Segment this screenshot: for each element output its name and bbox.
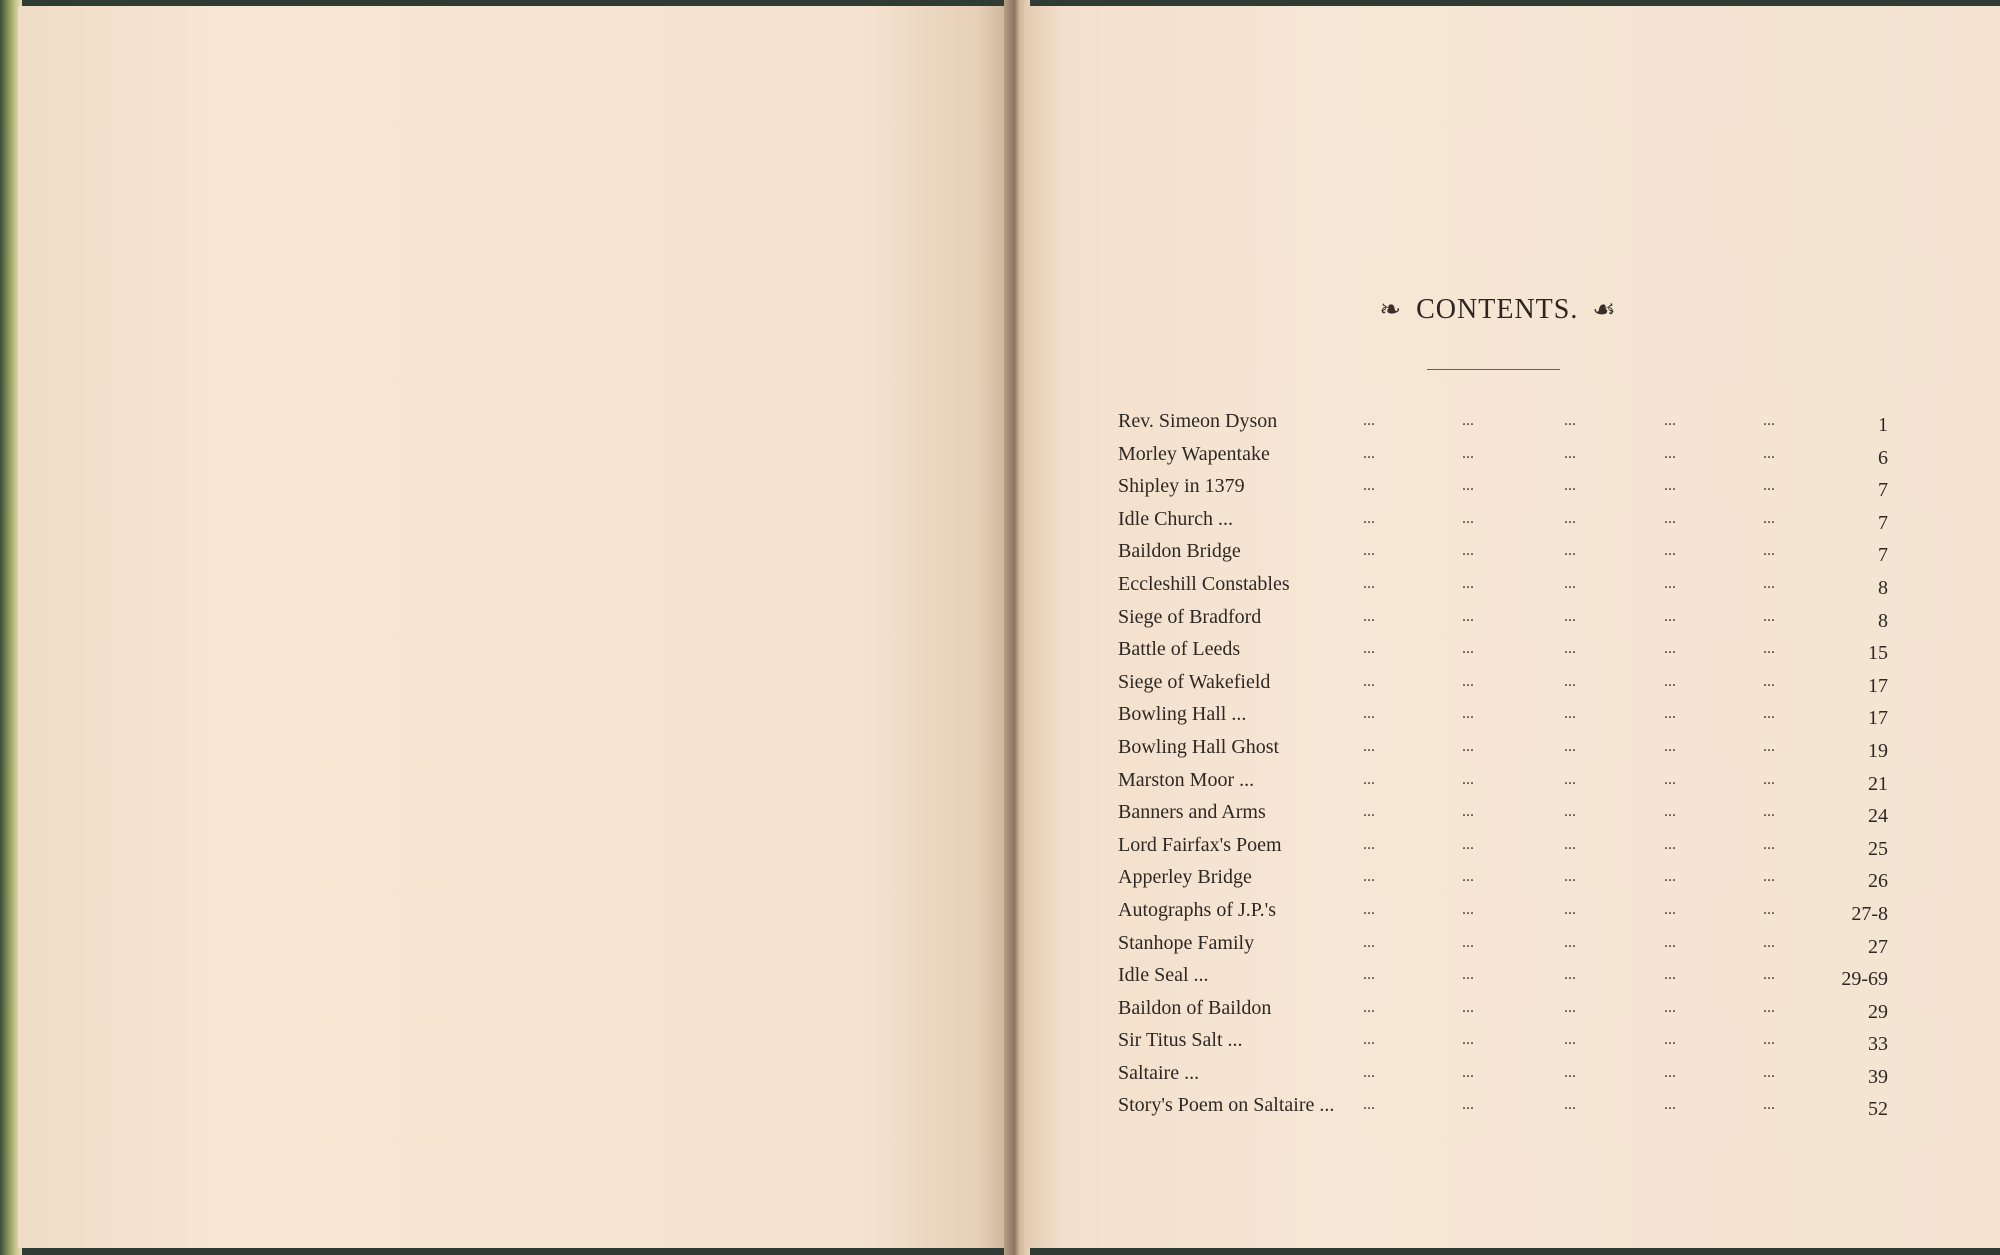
entry-title: Bowling Hall ... xyxy=(1118,703,1247,726)
dot-leader: ... xyxy=(1664,737,1676,755)
contents-entry xyxy=(1118,536,1888,569)
dot-leader: ... xyxy=(1462,1096,1474,1114)
dot-leader: ... xyxy=(1363,966,1375,984)
dot-leader: ... xyxy=(1564,477,1576,495)
entry-page-number: 8 xyxy=(1878,576,1888,599)
dot-leader: ... xyxy=(1363,998,1375,1016)
entry-title: Morley Wapentake xyxy=(1118,442,1270,465)
entry-page-number: 8 xyxy=(1878,609,1888,632)
contents-entry xyxy=(1118,797,1888,830)
dot-leader: ... xyxy=(1664,672,1676,690)
dot-leader: ... xyxy=(1763,672,1775,690)
dot-leader: ... xyxy=(1564,803,1576,821)
contents-list xyxy=(1118,406,1888,1123)
dot-leader: ... xyxy=(1363,542,1375,560)
contents-entry xyxy=(1118,1058,1888,1091)
entry-page-number: 15 xyxy=(1868,642,1888,665)
dot-leader: ... xyxy=(1564,444,1576,462)
dot-leader: ... xyxy=(1564,509,1576,527)
entry-title: Lord Fairfax's Poem xyxy=(1118,833,1282,856)
contents-entry xyxy=(1118,928,1888,961)
dot-leader: ... xyxy=(1462,998,1474,1016)
entry-page-number: 27-8 xyxy=(1851,902,1888,925)
dot-leader: ... xyxy=(1462,933,1474,951)
entry-title: Eccleshill Constables xyxy=(1118,572,1290,595)
dot-leader: ... xyxy=(1664,1096,1676,1114)
dot-leader: ... xyxy=(1763,998,1775,1016)
dot-leader: ... xyxy=(1564,900,1576,918)
dot-leader: ... xyxy=(1664,574,1676,592)
entry-title: Rev. Simeon Dyson xyxy=(1118,410,1278,432)
dot-leader: ... xyxy=(1363,640,1375,658)
entry-page-number: 21 xyxy=(1868,772,1888,795)
dot-leader: ... xyxy=(1462,672,1474,690)
entry-title: Siege of Bradford xyxy=(1118,605,1262,628)
contents-entry xyxy=(1118,732,1888,765)
dot-leader: ... xyxy=(1564,705,1576,723)
dot-leader: ... xyxy=(1664,770,1676,788)
dot-leader: ... xyxy=(1363,509,1375,527)
dot-leader: ... xyxy=(1462,966,1474,984)
entry-page-number: 7 xyxy=(1878,511,1888,534)
dot-leader: ... xyxy=(1462,737,1474,755)
ornament-left-icon: ❧ xyxy=(1379,295,1403,324)
entry-title: Baildon Bridge xyxy=(1118,540,1241,563)
dot-leader: ... xyxy=(1564,835,1576,853)
entry-page-number: 7 xyxy=(1878,479,1888,502)
dot-leader: ... xyxy=(1763,1031,1775,1049)
dot-leader: ... xyxy=(1763,737,1775,755)
dot-leader: ... xyxy=(1763,966,1775,984)
contents-entry xyxy=(1118,667,1888,700)
dot-leader: ... xyxy=(1462,574,1474,592)
dot-leader: ... xyxy=(1363,737,1375,755)
entry-title: Battle of Leeds xyxy=(1118,638,1241,661)
dot-leader: ... xyxy=(1564,607,1576,625)
dot-leader: ... xyxy=(1664,966,1676,984)
contents-entry xyxy=(1118,1025,1888,1058)
entry-title: Idle Seal ... xyxy=(1118,964,1209,987)
dot-leader: ... xyxy=(1363,868,1375,886)
dot-leader: ... xyxy=(1763,770,1775,788)
dot-leader: ... xyxy=(1363,705,1375,723)
contents-title: CONTENTS. xyxy=(1416,294,1579,325)
dot-leader: ... xyxy=(1462,640,1474,658)
left-page-blank xyxy=(18,6,1008,1248)
dot-leader: ... xyxy=(1763,1063,1775,1081)
entry-page-number: 1 xyxy=(1878,414,1888,436)
entry-title: Autographs of J.P.'s xyxy=(1118,898,1277,921)
entry-page-number: 29-69 xyxy=(1841,968,1888,991)
contents-entry xyxy=(1118,504,1888,537)
dot-leader: ... xyxy=(1664,835,1676,853)
contents-entry xyxy=(1118,1090,1888,1123)
dot-leader: ... xyxy=(1564,1096,1576,1114)
dot-leader: ... xyxy=(1664,1031,1676,1049)
entry-title: Saltaire ... xyxy=(1118,1061,1200,1084)
entry-page-number: 33 xyxy=(1868,1033,1888,1056)
entry-page-number: 6 xyxy=(1878,446,1888,469)
dot-leader: ... xyxy=(1763,542,1775,560)
entry-page-number: 25 xyxy=(1868,837,1888,860)
dot-leader: ... xyxy=(1564,770,1576,788)
dot-leader: ... xyxy=(1564,1063,1576,1081)
contents-entry xyxy=(1118,602,1888,635)
entry-title: Sir Titus Salt ... xyxy=(1118,1029,1243,1052)
dot-leader: ... xyxy=(1763,412,1775,429)
dot-leader: ... xyxy=(1363,835,1375,853)
contents-entry xyxy=(1118,960,1888,993)
contents-entry xyxy=(1118,471,1888,504)
dot-leader: ... xyxy=(1664,509,1676,527)
dot-leader: ... xyxy=(1664,640,1676,658)
contents-entry xyxy=(1118,765,1888,798)
dot-leader: ... xyxy=(1664,868,1676,886)
entry-page-number: 27 xyxy=(1868,935,1888,958)
dot-leader: ... xyxy=(1462,509,1474,527)
dot-leader: ... xyxy=(1363,770,1375,788)
dot-leader: ... xyxy=(1763,705,1775,723)
dot-leader: ... xyxy=(1763,444,1775,462)
entry-title: Bowling Hall Ghost xyxy=(1118,735,1280,758)
dot-leader: ... xyxy=(1462,770,1474,788)
dot-leader: ... xyxy=(1363,1063,1375,1081)
dot-leader: ... xyxy=(1462,1063,1474,1081)
entry-page-number: 52 xyxy=(1868,1098,1888,1121)
dot-leader: ... xyxy=(1462,803,1474,821)
dot-leader: ... xyxy=(1664,900,1676,918)
entry-title: Shipley in 1379 xyxy=(1118,475,1245,498)
entry-page-number: 7 xyxy=(1878,544,1888,567)
dot-leader: ... xyxy=(1564,640,1576,658)
dot-leader: ... xyxy=(1462,900,1474,918)
entry-page-number: 26 xyxy=(1868,870,1888,893)
dot-leader: ... xyxy=(1763,933,1775,951)
dot-leader: ... xyxy=(1363,412,1375,429)
dot-leader: ... xyxy=(1763,607,1775,625)
dot-leader: ... xyxy=(1664,412,1676,429)
contents-entry xyxy=(1118,993,1888,1026)
entry-page-number: 39 xyxy=(1868,1065,1888,1088)
contents-entry xyxy=(1118,699,1888,732)
dot-leader: ... xyxy=(1564,868,1576,886)
dot-leader: ... xyxy=(1462,868,1474,886)
dot-leader: ... xyxy=(1564,412,1576,429)
dot-leader: ... xyxy=(1363,1096,1375,1114)
dot-leader: ... xyxy=(1763,1096,1775,1114)
dot-leader: ... xyxy=(1462,1031,1474,1049)
dot-leader: ... xyxy=(1363,574,1375,592)
dot-leader: ... xyxy=(1462,607,1474,625)
dot-leader: ... xyxy=(1564,574,1576,592)
entry-title: Marston Moor ... xyxy=(1118,768,1255,791)
title-divider xyxy=(1427,369,1560,370)
dot-leader: ... xyxy=(1763,900,1775,918)
entry-title: Idle Church ... xyxy=(1118,507,1233,530)
dot-leader: ... xyxy=(1462,477,1474,495)
dot-leader: ... xyxy=(1564,933,1576,951)
contents-entry xyxy=(1118,569,1888,602)
dot-leader: ... xyxy=(1664,933,1676,951)
dot-leader: ... xyxy=(1363,672,1375,690)
dot-leader: ... xyxy=(1363,444,1375,462)
dot-leader: ... xyxy=(1363,1031,1375,1049)
entry-title: Baildon of Baildon xyxy=(1118,996,1272,1019)
dot-leader: ... xyxy=(1763,477,1775,495)
entry-title: Story's Poem on Saltaire ... xyxy=(1118,1094,1335,1117)
dot-leader: ... xyxy=(1363,803,1375,821)
contents-entry xyxy=(1118,862,1888,895)
contents-page xyxy=(1024,6,2000,1248)
dot-leader: ... xyxy=(1363,607,1375,625)
dot-leader: ... xyxy=(1564,966,1576,984)
contents-entry xyxy=(1118,406,1888,439)
ornament-right-icon: ☙ xyxy=(1592,295,1617,324)
contents-entry xyxy=(1118,439,1888,472)
entry-page-number: 17 xyxy=(1868,674,1888,697)
entry-title: Apperley Bridge xyxy=(1118,866,1252,889)
contents-entry xyxy=(1118,895,1888,928)
entry-title: Stanhope Family xyxy=(1118,931,1255,954)
dot-leader: ... xyxy=(1763,509,1775,527)
dot-leader: ... xyxy=(1664,542,1676,560)
entry-page-number: 24 xyxy=(1868,805,1888,828)
entry-title: Siege of Wakefield xyxy=(1118,670,1271,693)
dot-leader: ... xyxy=(1664,444,1676,462)
dot-leader: ... xyxy=(1763,574,1775,592)
entry-page-number: 29 xyxy=(1868,1000,1888,1023)
dot-leader: ... xyxy=(1564,737,1576,755)
dot-leader: ... xyxy=(1664,803,1676,821)
contents-entry xyxy=(1118,830,1888,863)
dot-leader: ... xyxy=(1564,998,1576,1016)
dot-leader: ... xyxy=(1363,933,1375,951)
entry-title: Banners and Arms xyxy=(1118,801,1266,824)
dot-leader: ... xyxy=(1763,868,1775,886)
dot-leader: ... xyxy=(1564,542,1576,560)
dot-leader: ... xyxy=(1664,705,1676,723)
dot-leader: ... xyxy=(1664,998,1676,1016)
dot-leader: ... xyxy=(1664,607,1676,625)
entry-page-number: 17 xyxy=(1868,707,1888,730)
dot-leader: ... xyxy=(1462,412,1474,429)
dot-leader: ... xyxy=(1363,900,1375,918)
contents-heading xyxy=(1010,294,1986,326)
dot-leader: ... xyxy=(1462,705,1474,723)
dot-leader: ... xyxy=(1363,477,1375,495)
dot-leader: ... xyxy=(1664,1063,1676,1081)
entry-page-number: 19 xyxy=(1868,739,1888,762)
dot-leader: ... xyxy=(1763,803,1775,821)
dot-leader: ... xyxy=(1763,835,1775,853)
dot-leader: ... xyxy=(1763,640,1775,658)
dot-leader: ... xyxy=(1462,542,1474,560)
contents-entry xyxy=(1118,634,1888,667)
dot-leader: ... xyxy=(1664,477,1676,495)
dot-leader: ... xyxy=(1564,1031,1576,1049)
dot-leader: ... xyxy=(1564,672,1576,690)
dot-leader: ... xyxy=(1462,835,1474,853)
dot-leader: ... xyxy=(1462,444,1474,462)
